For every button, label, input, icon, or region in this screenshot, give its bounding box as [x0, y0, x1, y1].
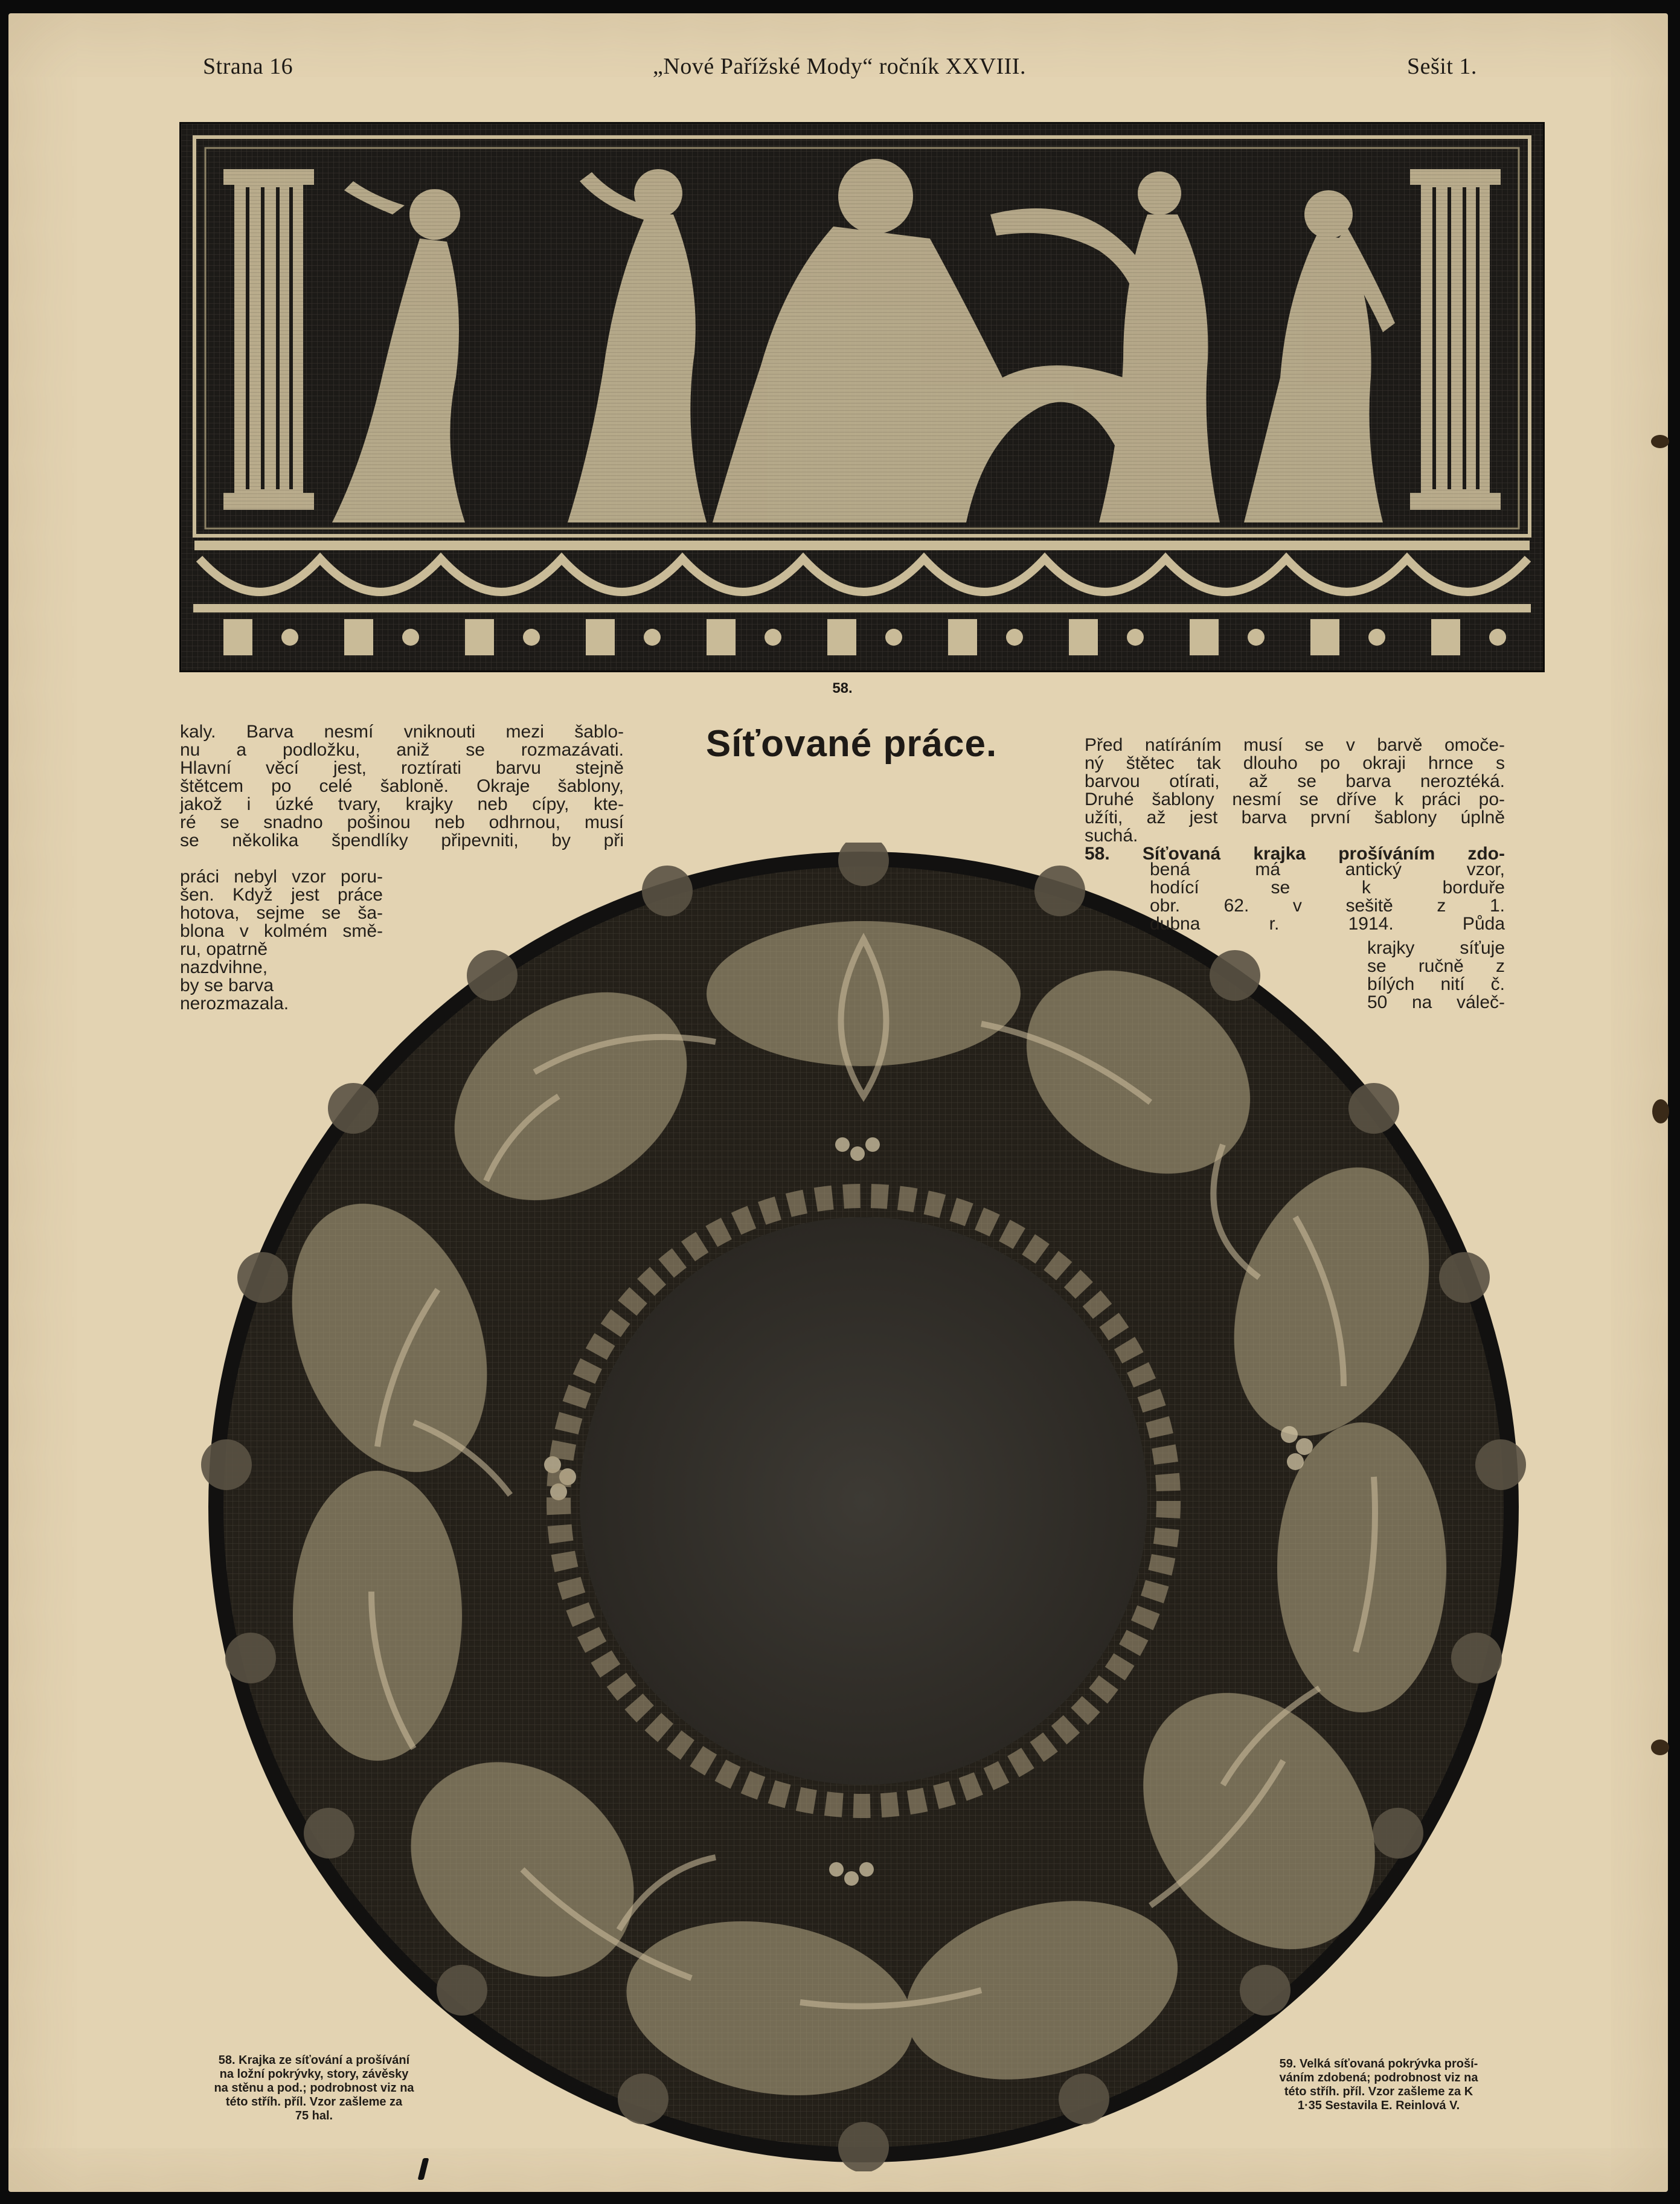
- journal-title: „Nové Pařížské Mody“ ročník XXVIII.: [653, 54, 1026, 79]
- issue-label: Sešit 1.: [1407, 54, 1477, 79]
- text-line: Před natíráním musí se v barvě omoče-: [1085, 735, 1505, 755]
- caption-figure-59: [1243, 2057, 1515, 2113]
- text-line: Hlavní věcí jest, roztírati barvu stejně: [180, 758, 624, 778]
- article-title: Síťované práce.: [705, 723, 998, 765]
- lace-border-drawing: [181, 124, 1543, 670]
- caption-line: na ložní pokrývky, story, závěsky: [219, 2067, 409, 2081]
- round-doily-illustration: [196, 843, 1531, 2171]
- text-line: obr. 62. v sešitě z 1.: [1150, 896, 1505, 916]
- item-heading: 58. Síťovaná krajka prošíváním zdo-: [1085, 844, 1505, 864]
- round-doily-drawing: [196, 843, 1531, 2171]
- text-line: kaly. Barva nesmí vniknouti mezi šablo-: [180, 722, 624, 742]
- caption-line: 59. Velká síťovaná pokrývka proší-: [1279, 2057, 1478, 2071]
- left-column-text: [180, 723, 624, 850]
- text-line: dubna r. 1914. Půda: [1150, 914, 1505, 934]
- right-column-text-narrow: [1367, 939, 1505, 1012]
- text-line: krajky síťuje: [1367, 938, 1505, 958]
- text-line: ru, opatrně: [180, 939, 268, 959]
- text-line: barvou otírati, až se barva neroztéká.: [1085, 771, 1505, 791]
- binding-hole-mark: [1652, 1099, 1669, 1123]
- text-line: práci nebyl vzor poru-: [180, 867, 383, 887]
- caption-line: váním zdobená; podrobnost viz na: [1279, 2071, 1478, 2084]
- text-line: ný štětec tak dlouho po okraji hrnce s: [1085, 753, 1505, 773]
- text-line: se ručně z: [1367, 956, 1505, 976]
- page-label: Strana 16: [203, 54, 293, 79]
- figure-number: 58.: [832, 680, 853, 696]
- binding-hole-mark: [1651, 435, 1669, 448]
- caption-figure-58: [181, 2054, 447, 2123]
- caption-line: této stříh. příl. Vzor zašleme za K: [1284, 2085, 1473, 2098]
- binding-hole-mark: [1651, 1740, 1669, 1755]
- caption-line: 75 hal.: [295, 2109, 333, 2122]
- text-line: se několika špendlíky připevniti, by při: [180, 831, 624, 850]
- text-line: nazdvihne,: [180, 957, 268, 977]
- text-line: by se barva: [180, 975, 274, 995]
- text-line: štětcem po celé šabloně. Okraje šablony,: [180, 776, 624, 796]
- text-line: hotova, sejme se ša-: [180, 903, 383, 923]
- text-line: blona v kolmém smě-: [180, 921, 383, 941]
- text-line: nu a podložku, aniž se rozmazávati.: [180, 740, 624, 760]
- text-line: bená má antický vzor,: [1150, 859, 1505, 879]
- text-line: hodící se k borduře: [1150, 878, 1505, 898]
- text-line: bílých nití č.: [1367, 974, 1505, 994]
- lace-border-illustration: [179, 122, 1545, 672]
- caption-line: 58. Krajka ze síťování a prošívání: [218, 2054, 410, 2067]
- caption-line: této stříh. příl. Vzor zašleme za: [225, 2095, 403, 2109]
- text-line: suchá.: [1085, 826, 1138, 846]
- text-line: ré se snadno pošinou neb odhrnou, musí: [180, 812, 624, 832]
- right-column-text-indented: [1150, 861, 1505, 933]
- text-line: Druhé šablony nesmí se dříve k práci po-: [1085, 789, 1505, 809]
- left-column-text-narrow: [180, 868, 383, 1013]
- right-column-text: [1085, 736, 1505, 863]
- text-line: užíti, až jest barva první šablony úplně: [1085, 808, 1505, 827]
- text-line: nerozmazala.: [180, 994, 289, 1014]
- text-line: šen. Když jest práce: [180, 885, 383, 905]
- caption-line: 1·35 Sestavila E. Reinlová V.: [1297, 2099, 1460, 2112]
- text-line: 50 na váleč-: [1367, 992, 1505, 1012]
- text-line: jakož i úzké tvary, krajky neb cípy, kte-: [180, 794, 624, 814]
- caption-line: na stěnu a pod.; podrobnost viz na: [214, 2081, 414, 2095]
